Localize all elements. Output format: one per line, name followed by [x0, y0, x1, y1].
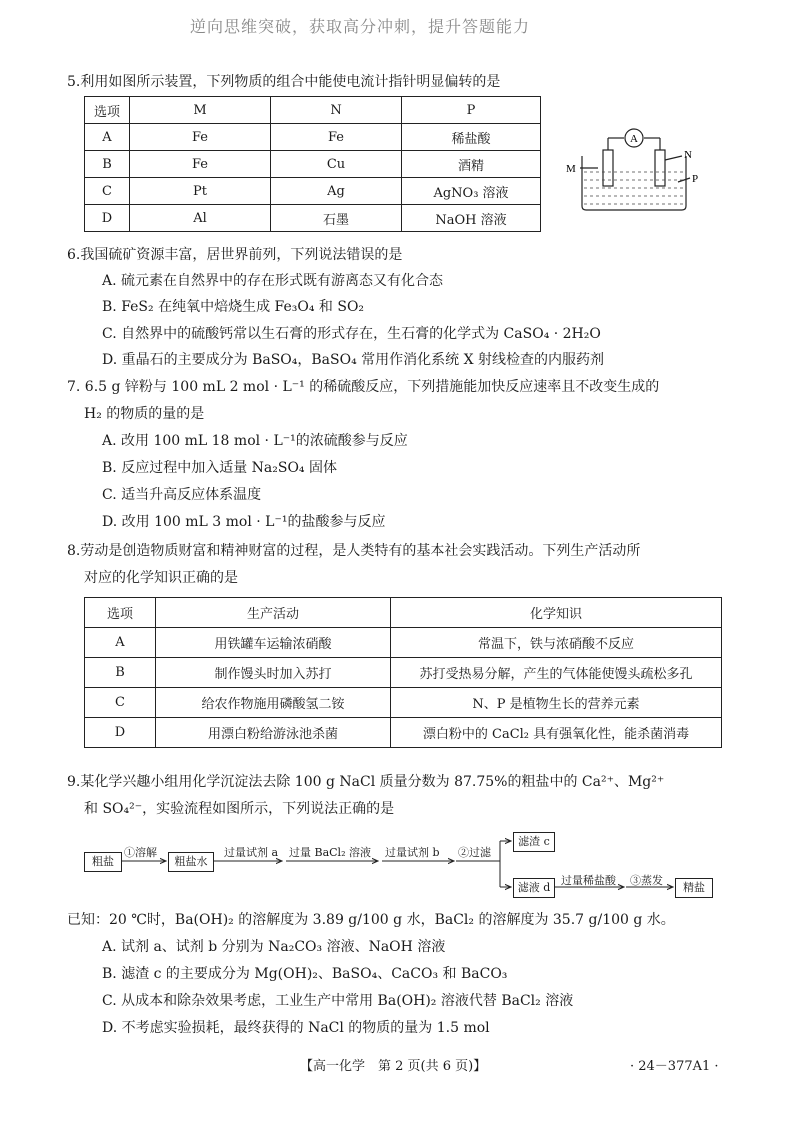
q6-stem: 6.我国硫矿资源丰富，居世界前列，下列说法错误的是 — [67, 247, 403, 263]
table-cell: 酒精 — [402, 151, 541, 178]
table-cell: 石墨 — [271, 205, 402, 232]
q9-known: 已知：20 ℃时，Ba(OH)₂ 的溶解度为 3.89 g/100 g 水，BaCl₂ 的溶解度为 35.7 g/100 g 水。 — [67, 912, 675, 928]
flow-label: 过量试剂 a — [224, 846, 279, 859]
flow-box: 粗盐水 — [168, 852, 214, 872]
q8-stem-line2: 对应的化学知识正确的是 — [84, 570, 238, 586]
q6-option-c: C. 自然界中的硫酸钙常以生石膏的形式存在，生石膏的化学式为 CaSO₄ · 2H₂O — [102, 326, 601, 342]
table-cell: NaOH 溶液 — [402, 205, 541, 232]
q7-option-d: D. 改用 100 mL 3 mol · L⁻¹的盐酸参与反应 — [102, 514, 386, 530]
flow-box: 滤渣 c — [513, 832, 555, 852]
q8-stem-line1: 8.劳动是创造物质财富和精神财富的过程，是人类特有的基本社会实践活动。下列生产活动所 — [67, 543, 641, 559]
table-cell: Pt — [130, 178, 271, 205]
table-cell: 苏打受热易分解，产生的气体能使馒头疏松多孔 — [391, 658, 722, 688]
table-cell: D — [85, 205, 130, 232]
table-cell: C — [85, 178, 130, 205]
q9-option-a: A. 试剂 a、试剂 b 分别为 Na₂CO₃ 溶液、NaOH 溶液 — [102, 939, 446, 955]
table-header: 选项 — [85, 598, 156, 628]
table-cell: 常温下，铁与浓硝酸不反应 — [391, 628, 722, 658]
label-m: M — [566, 163, 576, 175]
flow-label: ②过滤 — [458, 846, 491, 859]
q6-option-b: B. FeS₂ 在纯氧中焙烧生成 Fe₃O₄ 和 SO₂ — [102, 299, 365, 315]
table-cell: 漂白粉中的 CaCl₂ 具有强氧化性，能杀菌消毒 — [391, 718, 722, 748]
table-header: P — [402, 97, 541, 124]
table-cell: AgNO₃ 溶液 — [402, 178, 541, 205]
page-footer: 【高一化学 第 2 页(共 6 页)】 — [300, 1059, 487, 1074]
table-cell: Fe — [271, 124, 402, 151]
table-cell: Cu — [271, 151, 402, 178]
label-p: P — [692, 173, 699, 185]
table-header: 选项 — [85, 97, 130, 124]
table-cell: C — [85, 688, 156, 718]
table-header: 生产活动 — [156, 598, 391, 628]
q6-option-d: D. 重晶石的主要成分为 BaSO₄，BaSO₄ 常用作消化系统 X 射线检查的内服药剂 — [102, 352, 605, 368]
q7-stem-line2: H₂ 的物质的量的是 — [84, 406, 205, 422]
table-cell: B — [85, 151, 130, 178]
q9-option-d: D. 不考虑实验损耗，最终获得的 NaCl 的物质的量为 1.5 mol — [102, 1020, 490, 1036]
flow-label: 过量试剂 b — [385, 846, 440, 859]
table-cell: Ag — [271, 178, 402, 205]
table-cell: 稀盐酸 — [402, 124, 541, 151]
table-cell: A — [85, 124, 130, 151]
header-fragment: 逆向思维突破，获取高分冲刺，提升答题能力 — [190, 17, 531, 36]
table-cell: N、P 是植物生长的营养元素 — [391, 688, 722, 718]
flow-label: ③蒸发 — [630, 874, 663, 887]
q9-stem-line1: 9.某化学兴趣小组用化学沉淀法去除 100 g NaCl 质量分数为 87.75%的粗盐中的 Ca²⁺、Mg²⁺ — [67, 774, 665, 790]
q7-option-b: B. 反应过程中加入适量 Na₂SO₄ 固体 — [102, 460, 337, 476]
table-cell: B — [85, 658, 156, 688]
table-cell: D — [85, 718, 156, 748]
q6-option-a: A. 硫元素在自然界中的存在形式既有游离态又有化合态 — [102, 273, 444, 289]
table-cell: Fe — [130, 124, 271, 151]
table-cell: 制作馒头时加入苏打 — [156, 658, 391, 688]
exam-code: · 24－377A1 · — [630, 1059, 719, 1074]
q9-option-b: B. 滤渣 c 的主要成分为 Mg(OH)₂、BaSO₄、CaCO₃ 和 BaCO₃ — [102, 966, 508, 982]
flow-box-end: 精盐 — [675, 878, 713, 898]
table-cell: 用漂白粉给游泳池杀菌 — [156, 718, 391, 748]
q9-stem-line2: 和 SO₄²⁻，实验流程如图所示，下列说法正确的是 — [84, 801, 395, 817]
table-cell: Al — [130, 205, 271, 232]
flow-box: 滤液 d — [513, 878, 555, 898]
table-header: M — [130, 97, 271, 124]
flow-label: ①溶解 — [124, 846, 157, 859]
ammeter-label: A — [630, 133, 638, 145]
flow-label: 过量稀盐酸 — [561, 874, 616, 887]
q7-stem-line1: 7. 6.5 g 锌粉与 100 mL 2 mol · L⁻¹ 的稀硫酸反应，下列措施能加快反应速率且不改变生成的 — [67, 379, 660, 395]
flow-label: 过量 BaCl₂ 溶液 — [289, 846, 371, 859]
table-cell: 给农作物施用磷酸氢二铵 — [156, 688, 391, 718]
q7-option-a: A. 改用 100 mL 18 mol · L⁻¹的浓硫酸参与反应 — [102, 433, 408, 449]
q7-option-c: C. 适当升高反应体系温度 — [102, 487, 262, 503]
table-cell: Fe — [130, 151, 271, 178]
table-header: N — [271, 97, 402, 124]
table-cell: 用铁罐车运输浓硝酸 — [156, 628, 391, 658]
label-n: N — [684, 149, 692, 161]
table-header: 化学知识 — [391, 598, 722, 628]
q9-option-c: C. 从成本和除杂效果考虑，工业生产中常用 Ba(OH)₂ 溶液代替 BaCl₂ 溶液 — [102, 993, 574, 1009]
flow-box-start: 粗盐 — [84, 852, 122, 872]
table-cell: A — [85, 628, 156, 658]
q5-stem: 5.利用如图所示装置，下列物质的组合中能使电流计指针明显偏转的是 — [67, 74, 501, 90]
